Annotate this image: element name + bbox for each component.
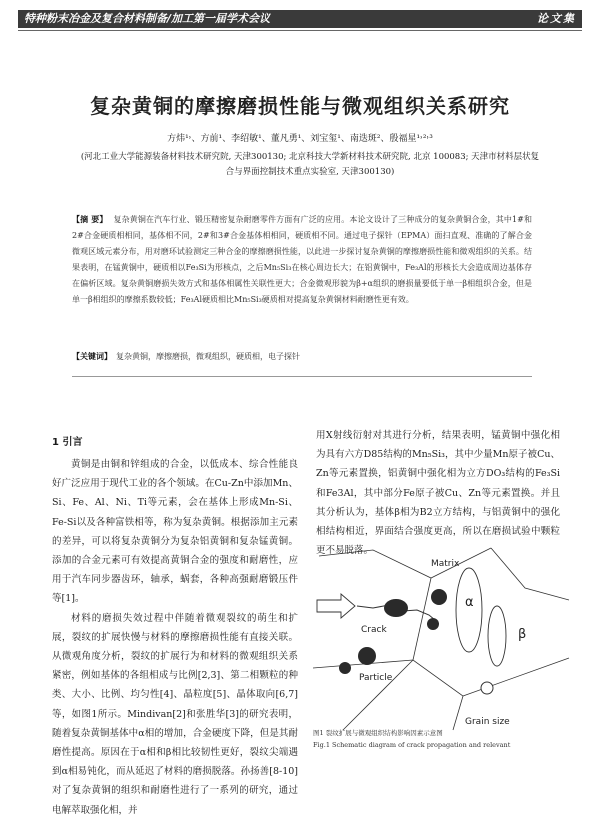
grain-size-label: Grain size xyxy=(465,717,510,727)
section-heading: 1 引言 xyxy=(52,437,83,448)
figure-caption xyxy=(313,727,573,751)
matrix-label: Matrix xyxy=(431,559,460,569)
affiliation-line: (河北工业大学能源装备材料技术研究院, 天津300130; 北京科技大学新材料技术研究院, 北京 100083; 天津市材料层状复 xyxy=(80,152,540,162)
caption-en: Fig.1 Schematic diagram of crack propagation and relevant xyxy=(313,741,511,749)
paragraph: 用X射线衍射对其进行分析，结果表明，锰黄铜中强化相为具有六方D85结构的Mn₅Si₃，其中少量Mn原子被Cu、Zn等元素置换，铝黄铜中强化相为立方DO₃结构的Fe₃Si和Fe3Al，其中部分Fe原子被Cu、Zn等元素置换。并且其分析认为，基体β相为B2立方结构，与铝黄铜中的强化相结构相近，界面结合强度更高，所以在磨损试验中颗粒更不易脱落。 xyxy=(316,430,560,557)
grain-boundaries xyxy=(313,548,569,730)
paragraph: 材料的磨损失效过程中伴随着微观裂纹的萌生和扩展，裂纹的扩展快慢与材料的摩擦磨损性能有直接关联。从微观角度分析，裂纹的扩展行为和材料的微观组织关系紧密，例如基体的各组相成与比例[2,3]、第二相颗粒的种类、大小、比例、均匀性[4]、晶粒度[5]、晶体取向[6,7]等，如图1所示。Mindivan[2]和张胜华[3]的研究表明，随着复杂黄铜基体中α相的增加，合金硬度下降，但是其耐磨性提高。原因在于α相和β相比较韧性更好，裂纹尖端遇到α相易钝化，而从延迟了材料的磨损脱落。孙扬善[8-10]对了复杂黄铜的组织和耐磨性进行了一系列的研究，通过电解萃取强化相，并 xyxy=(52,612,298,816)
grain-boundary xyxy=(463,658,569,696)
affiliation-line: 合与界面控制技术重点实验室, 天津300130) xyxy=(225,167,395,177)
section-name: 论文集 xyxy=(537,12,576,25)
right-column xyxy=(316,426,560,560)
affiliations xyxy=(50,150,570,180)
beta-phase-ellipse xyxy=(488,606,506,666)
particle-dot xyxy=(384,599,408,617)
alpha-label: α xyxy=(465,595,474,610)
grain-boundary xyxy=(491,548,569,600)
keywords xyxy=(72,350,532,364)
conference-name: 特种粉末冶金及复合材料制备/加工第一届学术会议 xyxy=(24,12,271,25)
particle-dot xyxy=(481,682,493,694)
beta-label: β xyxy=(518,627,527,642)
paragraph: 黄铜是由铜和锌组成的合金，以低成本、综合性能良好广泛应用于现代工业的各个领域。在Cu-Zn中添加Mn、Si、Fe、Al、Ni、Ti等元素，会在基体上形成Mn-Si、Fe-Si以及各种富铁相等，称为复杂黄铜。根据添加主元素的差异，可以将复杂黄铜分为复杂铝黄铜和复杂锰黄铜。添加的合金元素可有效提高黄铜合金的强度和耐磨性，应用于汽车同步器齿环，轴承，蜗套，各种高强耐磨锻压件等[1]。 xyxy=(52,459,298,605)
particle-dot xyxy=(431,589,447,605)
abstract-divider xyxy=(72,376,532,377)
header-rule xyxy=(18,30,582,31)
particle-dot xyxy=(427,618,439,630)
abstract-text: 复杂黄铜在汽车行业、锻压精密复杂耐磨零件方面有广泛的应用。本论文设计了三种成分的复杂黄铜合金，其中1#和2#合金硬质相相同，基体相不同，2#和3#合金基体相相同，硬质相不同。通过电子探针（EPMA）面扫直观、准确的了解合金微观区域元素分布，用对磨环试验测定三种合金的摩擦磨损性能，以此进一步探讨复杂黄铜的摩擦磨损性能和微观组织的关系。结果表明，在锰黄铜中，硬质相以Fe₃Si为形核点，之后Mn₅Si₃在核心周边长大；在铝黄铜中，Fe₃Al的形核长大会造成周边基体存在偏析区域。复杂黄铜磨损失效方式和基体相属性关联性更大；合金微观形貌为β+α组织的磨损量要低于单一β相组织合金，但是单一β相组织的摩擦系数较低；Fe₃Al硬质相比Mn₅Si₃硬质相对提高复杂黄铜材料耐磨性更有效。 xyxy=(72,215,532,304)
crack-label: Crack xyxy=(361,625,387,635)
grain-boundary xyxy=(413,578,431,660)
keywords-text: 复杂黄铜，摩擦磨损，微观组织，硬质相，电子探针 xyxy=(116,352,300,361)
left-column xyxy=(52,455,298,820)
grain-boundary xyxy=(343,660,413,730)
grain-boundary xyxy=(313,660,463,730)
particle-dot xyxy=(358,647,376,665)
abstract xyxy=(72,212,532,308)
running-header xyxy=(18,10,582,28)
alpha-phase-ellipse xyxy=(456,568,482,652)
particle-label: Particle xyxy=(359,673,393,683)
load-arrow-icon xyxy=(317,594,355,618)
keywords-label: 【关键词】 xyxy=(72,352,112,361)
figure-1 xyxy=(313,548,569,730)
author-list: 方炜¹˒、方前¹、李绍敏¹、董凡勇¹、刘宝玺¹、南迭斑²、殷福星¹˒²˒³ xyxy=(167,134,433,144)
caption-cn: 图1 裂纹扩展与微观组织结构影响因素示意图 xyxy=(313,729,443,737)
particle-dot xyxy=(339,662,351,674)
paper-title: 复杂黄铜的摩擦磨损性能与微观组织关系研究 xyxy=(90,94,510,118)
abstract-label: 【摘 要】 xyxy=(72,215,108,224)
